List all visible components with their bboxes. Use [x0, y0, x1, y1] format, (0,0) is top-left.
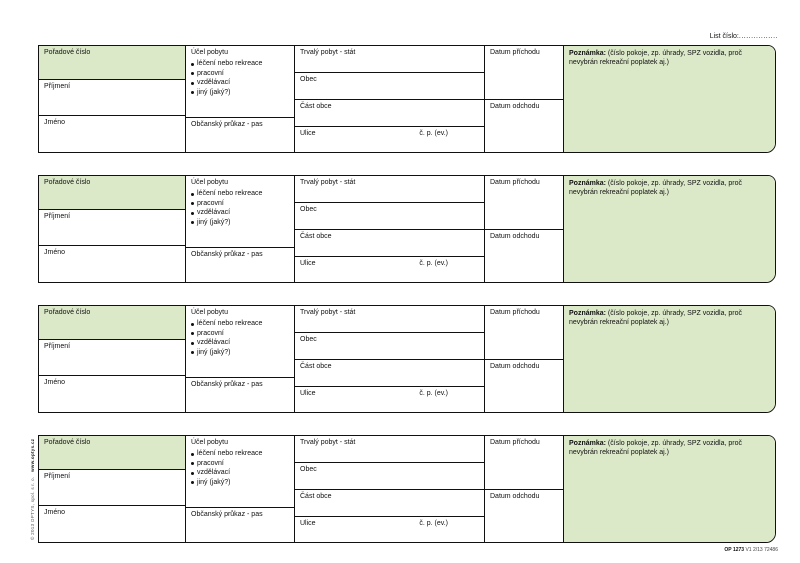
departure-field[interactable]: Datum odchodu — [490, 363, 540, 370]
departure-field[interactable]: Datum odchodu — [490, 103, 540, 110]
note-field[interactable]: Poznámka: (číslo pokoje, zp. úhrady, SPZ vozidla, proč nevybrán rekreační poplatek aj.) — [564, 46, 775, 152]
municipality-field[interactable]: Obec — [295, 333, 484, 360]
col-personal — [39, 46, 186, 152]
district-field[interactable]: Část obce — [295, 230, 484, 257]
arrival-field[interactable]: Datum příchodu — [485, 46, 563, 100]
name-field[interactable]: Jméno — [44, 509, 66, 516]
name-field[interactable]: Jméno — [44, 379, 66, 386]
purpose-option[interactable]: léčení nebo rekreace — [191, 449, 289, 459]
purpose-field[interactable]: Účel pobytu léčení nebo rekreace pracovní vzdělávací jiný (jaký?) — [186, 436, 294, 508]
purpose-field[interactable]: Účel pobytu léčení nebo rekreace pracovní vzdělávací jiný (jaký?) — [186, 46, 294, 118]
order-no-field[interactable]: Pořadové číslo — [39, 306, 185, 340]
publisher-site: www.optys.cz — [30, 438, 35, 472]
id-card-field[interactable]: Občanský průkaz - pas — [191, 511, 263, 518]
district-field[interactable]: Část obce — [295, 100, 484, 127]
purpose-options — [191, 449, 289, 487]
purpose-option[interactable]: pracovní — [191, 199, 289, 209]
col-dates — [485, 306, 564, 412]
id-card-field[interactable]: Občanský průkaz - pas — [191, 381, 263, 388]
residence-state-field[interactable]: Trvalý pobyt - stát — [295, 176, 484, 203]
col-purpose — [186, 46, 295, 152]
guest-record-2 — [38, 175, 776, 283]
sheet-number-dots: ................ — [738, 33, 778, 40]
purpose-option[interactable]: vzdělávací — [191, 208, 289, 218]
street-field[interactable]: Ulice č. p. (ev.) — [295, 517, 484, 542]
col-address — [295, 306, 485, 412]
note-field[interactable]: Poznámka: (číslo pokoje, zp. úhrady, SPZ vozidla, proč nevybrán rekreační poplatek aj.) — [564, 436, 775, 542]
guest-record-1 — [38, 45, 776, 153]
district-field[interactable]: Část obce — [295, 490, 484, 517]
col-dates — [485, 436, 564, 542]
col-personal — [39, 176, 186, 282]
purpose-option[interactable]: pracovní — [191, 459, 289, 469]
purpose-option[interactable]: jiný (jaký?) — [191, 218, 289, 228]
order-no-field[interactable]: Pořadové číslo — [39, 46, 185, 80]
purpose-options — [191, 189, 289, 227]
street-field[interactable]: Ulice č. p. (ev.) — [295, 387, 484, 412]
form-code: OP 1273 V1 2/13 72486 — [724, 547, 778, 553]
purpose-field[interactable]: Účel pobytu léčení nebo rekreace pracovní vzdělávací jiný (jaký?) — [186, 306, 294, 378]
col-purpose — [186, 306, 295, 412]
departure-field[interactable]: Datum odchodu — [490, 493, 540, 500]
purpose-option[interactable]: jiný (jaký?) — [191, 88, 289, 98]
purpose-option[interactable]: léčení nebo rekreace — [191, 189, 289, 199]
purpose-options — [191, 319, 289, 357]
municipality-field[interactable]: Obec — [295, 463, 484, 490]
arrival-field[interactable]: Datum příchodu — [485, 176, 563, 230]
guest-record-4 — [38, 435, 776, 543]
col-address — [295, 176, 485, 282]
residence-state-field[interactable]: Trvalý pobyt - stát — [295, 306, 484, 333]
note-field[interactable]: Poznámka: (číslo pokoje, zp. úhrady, SPZ vozidla, proč nevybrán rekreační poplatek aj.) — [564, 306, 775, 412]
col-dates — [485, 46, 564, 152]
residence-state-field[interactable]: Trvalý pobyt - stát — [295, 436, 484, 463]
arrival-field[interactable]: Datum příchodu — [485, 306, 563, 360]
purpose-option[interactable]: léčení nebo rekreace — [191, 59, 289, 69]
name-field[interactable]: Jméno — [44, 119, 66, 126]
col-personal — [39, 306, 186, 412]
order-no-field[interactable]: Pořadové číslo — [39, 436, 185, 470]
purpose-option[interactable]: jiný (jaký?) — [191, 478, 289, 488]
purpose-options — [191, 59, 289, 97]
col-purpose — [186, 176, 295, 282]
surname-field[interactable]: Příjmení — [39, 340, 185, 376]
purpose-option[interactable]: pracovní — [191, 69, 289, 79]
surname-field[interactable]: Příjmení — [39, 210, 185, 246]
guest-record-3 — [38, 305, 776, 413]
col-purpose — [186, 436, 295, 542]
street-field[interactable]: Ulice č. p. (ev.) — [295, 257, 484, 282]
municipality-field[interactable]: Obec — [295, 203, 484, 230]
departure-field[interactable]: Datum odchodu — [490, 233, 540, 240]
arrival-field[interactable]: Datum příchodu — [485, 436, 563, 490]
purpose-option[interactable]: vzdělávací — [191, 468, 289, 478]
id-card-field[interactable]: Občanský průkaz - pas — [191, 251, 263, 258]
sheet-number — [710, 33, 778, 40]
purpose-option[interactable]: léčení nebo rekreace — [191, 319, 289, 329]
purpose-option[interactable]: vzdělávací — [191, 338, 289, 348]
house-no-label: č. p. (ev.) — [419, 520, 448, 527]
col-address — [295, 46, 485, 152]
residence-state-field[interactable]: Trvalý pobyt - stát — [295, 46, 484, 73]
street-field[interactable]: Ulice č. p. (ev.) — [295, 127, 484, 152]
house-no-label: č. p. (ev.) — [419, 130, 448, 137]
surname-field[interactable]: Příjmení — [39, 470, 185, 506]
district-field[interactable]: Část obce — [295, 360, 484, 387]
publisher-side-text: © 2013 OPTYS, spol. s r. o. www.optys.cz — [30, 438, 35, 540]
surname-field[interactable]: Příjmení — [39, 80, 185, 116]
id-card-field[interactable]: Občanský průkaz - pas — [191, 121, 263, 128]
col-address — [295, 436, 485, 542]
purpose-option[interactable]: vzdělávací — [191, 78, 289, 88]
purpose-option[interactable]: pracovní — [191, 329, 289, 339]
house-no-label: č. p. (ev.) — [419, 260, 448, 267]
purpose-option[interactable]: jiný (jaký?) — [191, 348, 289, 358]
order-no-field[interactable]: Pořadové číslo — [39, 176, 185, 210]
purpose-field[interactable]: Účel pobytu léčení nebo rekreace pracovní vzdělávací jiný (jaký?) — [186, 176, 294, 248]
name-field[interactable]: Jméno — [44, 249, 66, 256]
col-personal — [39, 436, 186, 542]
note-field[interactable]: Poznámka: (číslo pokoje, zp. úhrady, SPZ vozidla, proč nevybrán rekreační poplatek aj.) — [564, 176, 775, 282]
municipality-field[interactable]: Obec — [295, 73, 484, 100]
col-dates — [485, 176, 564, 282]
sheet-number-label: List číslo: — [709, 33, 739, 40]
house-no-label: č. p. (ev.) — [419, 390, 448, 397]
